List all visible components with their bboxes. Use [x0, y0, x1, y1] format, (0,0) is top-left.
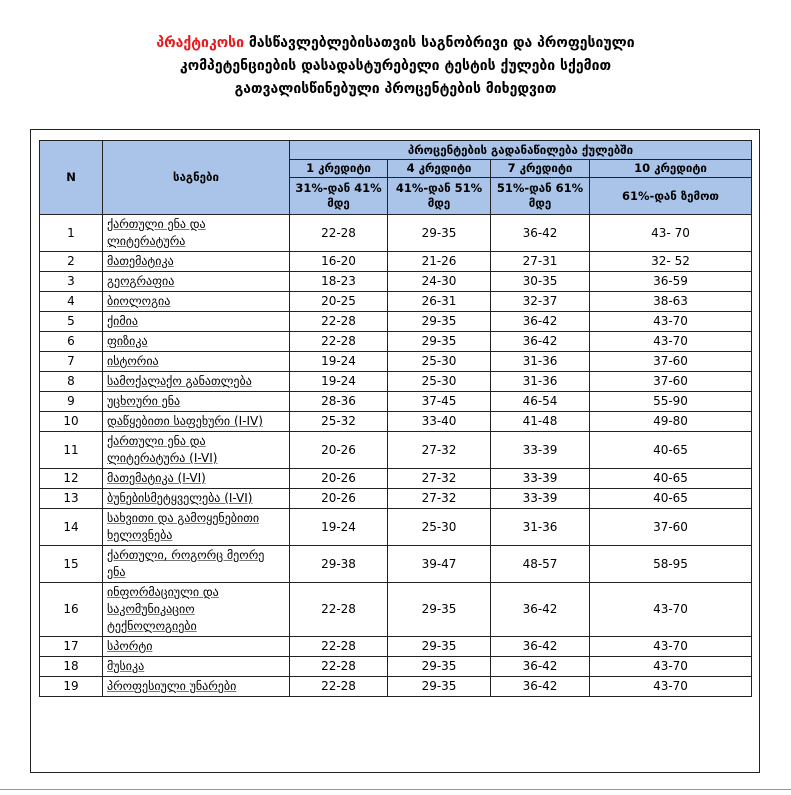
- row-subject: მათემატიკა (I-VI): [103, 469, 290, 489]
- row-subject: ისტორია: [103, 352, 290, 372]
- row-subject: ქართული ენა და ლიტერატურა: [103, 215, 290, 252]
- row-credit-4-range: 29-35: [388, 312, 491, 332]
- row-credit-1-range: 20-26: [290, 469, 388, 489]
- row-credit-7-range: 46-54: [491, 392, 590, 412]
- table-row: [40, 392, 752, 412]
- row-credit-10-range: 40-65: [590, 489, 752, 509]
- row-credit-1-range: 25-32: [290, 412, 388, 432]
- row-credit-1-range: 16-20: [290, 252, 388, 272]
- row-subject: ინფორმაციული და საკომუნიკაციო ტექნოლოგიები: [103, 583, 290, 637]
- row-credit-4-range: 29-35: [388, 677, 491, 697]
- row-credit-4-range: 27-32: [388, 432, 491, 469]
- row-credit-1-range: 22-28: [290, 657, 388, 677]
- row-subject: მათემატიკა: [103, 252, 290, 272]
- row-credit-4-range: 29-35: [388, 637, 491, 657]
- row-credit-7-range: 31-36: [491, 372, 590, 392]
- row-credit-10-range: 37-60: [590, 372, 752, 392]
- row-number: 12: [40, 469, 103, 489]
- row-credit-7-range: 31-36: [491, 352, 590, 372]
- header-range-4: 41%-დან 51% მდე: [388, 178, 491, 215]
- table-row: [40, 677, 752, 697]
- row-credit-4-range: 29-35: [388, 332, 491, 352]
- row-credit-7-range: 36-42: [491, 332, 590, 352]
- table-row: [40, 469, 752, 489]
- row-credit-4-range: 21-26: [388, 252, 491, 272]
- row-credit-7-range: 36-42: [491, 637, 590, 657]
- row-subject: გეოგრაფია: [103, 272, 290, 292]
- table-row: [40, 546, 752, 583]
- row-credit-1-range: 28-36: [290, 392, 388, 412]
- row-subject: პროფესიული უნარები: [103, 677, 290, 697]
- row-subject: სპორტი: [103, 637, 290, 657]
- row-credit-4-range: 25-30: [388, 509, 491, 546]
- row-credit-10-range: 43-70: [590, 637, 752, 657]
- table-row: [40, 272, 752, 292]
- title-highlight: პრაქტიკოსი: [156, 35, 244, 51]
- row-subject: სახვითი და გამოყენებითი ხელოვნება: [103, 509, 290, 546]
- row-credit-7-range: 36-42: [491, 677, 590, 697]
- table-body: [40, 215, 752, 697]
- row-credit-1-range: 19-24: [290, 352, 388, 372]
- row-credit-7-range: 36-42: [491, 312, 590, 332]
- row-credit-10-range: 43-70: [590, 312, 752, 332]
- row-credit-7-range: 48-57: [491, 546, 590, 583]
- title-line-1-text: მასწავლებლებისათვის საგნობრივი და პროფესიული: [243, 35, 635, 51]
- table-row: [40, 252, 752, 272]
- table-row: [40, 312, 752, 332]
- row-subject: ბიოლოგია: [103, 292, 290, 312]
- row-credit-1-range: 19-24: [290, 509, 388, 546]
- header-range-10: 61%-დან ზემოთ: [590, 178, 752, 215]
- row-number: 9: [40, 392, 103, 412]
- row-credit-10-range: 37-60: [590, 352, 752, 372]
- row-subject: ბუნებისმეტყველება (I-VI): [103, 489, 290, 509]
- row-number: 2: [40, 252, 103, 272]
- table-row: [40, 637, 752, 657]
- title-line-3: გათვალისწინებული პროცენტების მიხედვით: [234, 81, 557, 97]
- row-credit-7-range: 31-36: [491, 509, 590, 546]
- row-credit-1-range: 18-23: [290, 272, 388, 292]
- row-credit-10-range: 49-80: [590, 412, 752, 432]
- row-number: 19: [40, 677, 103, 697]
- table-frame: [30, 129, 760, 773]
- table-row: [40, 332, 752, 352]
- header-credit-4: 4 კრედიტი: [388, 160, 491, 178]
- title-line-1: [0, 32, 791, 55]
- table-row: [40, 215, 752, 252]
- row-credit-10-range: 32- 52: [590, 252, 752, 272]
- row-credit-1-range: 20-26: [290, 432, 388, 469]
- header-credit-1: 1 კრედიტი: [290, 160, 388, 178]
- row-credit-7-range: 36-42: [491, 657, 590, 677]
- row-credit-7-range: 41-48: [491, 412, 590, 432]
- row-credit-1-range: 22-28: [290, 332, 388, 352]
- row-subject: დაწყებითი საფეხური (I-IV): [103, 412, 290, 432]
- row-credit-10-range: 55-90: [590, 392, 752, 412]
- page-title: [0, 32, 791, 101]
- table-row: [40, 372, 752, 392]
- row-credit-1-range: 29-38: [290, 546, 388, 583]
- header-n: N: [40, 141, 103, 215]
- row-credit-7-range: 36-42: [491, 215, 590, 252]
- table-row: [40, 432, 752, 469]
- row-credit-1-range: 19-24: [290, 372, 388, 392]
- header-credit-10: 10 კრედიტი: [590, 160, 752, 178]
- row-subject: სამოქალაქო განათლება: [103, 372, 290, 392]
- table-row: [40, 489, 752, 509]
- table-row: [40, 292, 752, 312]
- row-credit-4-range: 37-45: [388, 392, 491, 412]
- row-credit-4-range: 29-35: [388, 215, 491, 252]
- row-credit-1-range: 22-28: [290, 583, 388, 637]
- row-number: 8: [40, 372, 103, 392]
- row-credit-10-range: 43- 70: [590, 215, 752, 252]
- row-number: 11: [40, 432, 103, 469]
- row-credit-7-range: 27-31: [491, 252, 590, 272]
- row-number: 4: [40, 292, 103, 312]
- header-credit-7: 7 კრედიტი: [491, 160, 590, 178]
- scores-table: [39, 140, 752, 697]
- row-credit-10-range: 36-59: [590, 272, 752, 292]
- row-credit-10-range: 43-70: [590, 332, 752, 352]
- row-credit-7-range: 32-37: [491, 292, 590, 312]
- row-number: 6: [40, 332, 103, 352]
- row-credit-1-range: 20-26: [290, 489, 388, 509]
- row-credit-1-range: 20-25: [290, 292, 388, 312]
- header-subject: საგნები: [103, 141, 290, 215]
- row-credit-4-range: 29-35: [388, 657, 491, 677]
- row-credit-4-range: 39-47: [388, 546, 491, 583]
- row-credit-4-range: 27-32: [388, 469, 491, 489]
- row-credit-10-range: 58-95: [590, 546, 752, 583]
- row-credit-7-range: 36-42: [491, 583, 590, 637]
- row-number: 5: [40, 312, 103, 332]
- row-credit-4-range: 33-40: [388, 412, 491, 432]
- row-credit-1-range: 22-28: [290, 677, 388, 697]
- row-credit-1-range: 22-28: [290, 215, 388, 252]
- title-line-2: კომპეტენციების დასადასტურებელი ტესტის ქულები სქემით: [179, 58, 612, 74]
- header-percent-distribution: პროცენტების გადანაწილება ქულებში: [290, 141, 752, 160]
- row-subject: ქიმია: [103, 312, 290, 332]
- row-credit-7-range: 30-35: [491, 272, 590, 292]
- row-number: 3: [40, 272, 103, 292]
- header-range-1: 31%-დან 41% მდე: [290, 178, 388, 215]
- row-subject: მუსიკა: [103, 657, 290, 677]
- row-credit-4-range: 27-32: [388, 489, 491, 509]
- row-number: 15: [40, 546, 103, 583]
- row-credit-4-range: 29-35: [388, 583, 491, 637]
- table-row: [40, 509, 752, 546]
- table-row: [40, 352, 752, 372]
- row-credit-10-range: 38-63: [590, 292, 752, 312]
- table-row: [40, 657, 752, 677]
- row-credit-4-range: 25-30: [388, 352, 491, 372]
- row-credit-4-range: 25-30: [388, 372, 491, 392]
- row-number: 16: [40, 583, 103, 637]
- table-row: [40, 583, 752, 637]
- row-credit-1-range: 22-28: [290, 637, 388, 657]
- row-credit-7-range: 33-39: [491, 469, 590, 489]
- row-number: 1: [40, 215, 103, 252]
- row-credit-7-range: 33-39: [491, 432, 590, 469]
- row-number: 17: [40, 637, 103, 657]
- row-credit-4-range: 26-31: [388, 292, 491, 312]
- row-credit-10-range: 43-70: [590, 657, 752, 677]
- row-credit-10-range: 43-70: [590, 677, 752, 697]
- row-credit-10-range: 40-65: [590, 432, 752, 469]
- table-row: [40, 412, 752, 432]
- header-range-7: 51%-დან 61% მდე: [491, 178, 590, 215]
- row-credit-10-range: 37-60: [590, 509, 752, 546]
- row-number: 14: [40, 509, 103, 546]
- row-credit-4-range: 24-30: [388, 272, 491, 292]
- row-credit-7-range: 33-39: [491, 489, 590, 509]
- row-number: 18: [40, 657, 103, 677]
- row-subject: ფიზიკა: [103, 332, 290, 352]
- bottom-rule: [0, 789, 791, 790]
- row-subject: ქართული ენა და ლიტერატურა (I-VI): [103, 432, 290, 469]
- row-subject: ქართული, როგორც მეორე ენა: [103, 546, 290, 583]
- row-number: 13: [40, 489, 103, 509]
- row-subject: უცხოური ენა: [103, 392, 290, 412]
- row-credit-10-range: 40-65: [590, 469, 752, 489]
- row-credit-10-range: 43-70: [590, 583, 752, 637]
- row-number: 10: [40, 412, 103, 432]
- row-number: 7: [40, 352, 103, 372]
- row-credit-1-range: 22-28: [290, 312, 388, 332]
